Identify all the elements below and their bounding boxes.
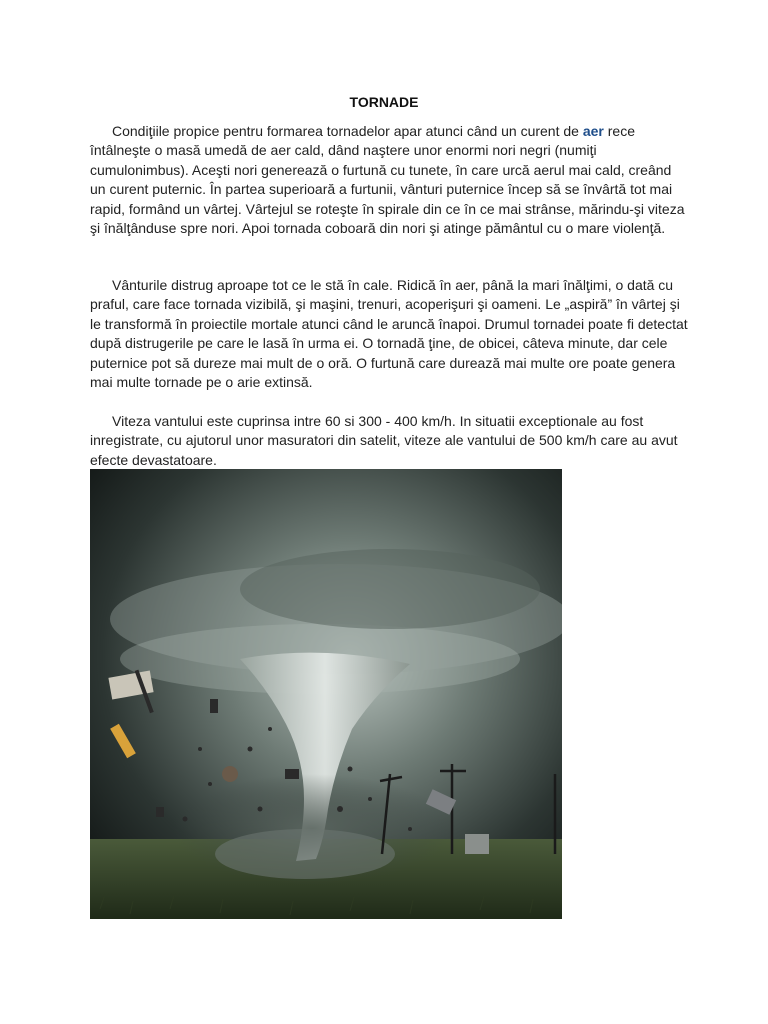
paragraph-2: Vânturile distrug aproape tot ce le stă în cale. Ridică în aer, până la mari înălţimi, o dată cu praful, care face tornada vizibilă, şi maşini, trenuri, acoperişuri şi oameni. Le „aspiră” în vârtej şi le transformă în proiectile mortale atunci când le aruncă înapoi. Drumul tornadei poate fi detectat după distrugerile pe care le lasă în urma ei. O tornadă ţine, de obicei, câteva minute, dar cele puternice pot să dureze mai mult de o oră. O furtună care durează mai multe ore poate genera mai multe tornade pe o arie extinsă. [90,277,688,391]
aer-link[interactable]: aer [582,123,604,139]
tornado-photo [90,469,562,919]
page-title: TORNADE [349,94,419,110]
tornado-illustration [90,469,562,919]
paragraph-3: Viteza vantului este cuprinsa intre 60 si 300 - 400 km/h. In situatii exceptionale au fost inregistrate, cu ajutorul unor masuratori din satelit, viteze ale vantului de 500 km/h care au avut efecte devastatoare. [90,413,678,468]
paragraph-1 [90,122,688,238]
paragraph-1-text-a: Condiţiile propice pentru formarea tornadelor apar atunci când un curent de [112,123,583,139]
paragraph-1-text-b: rece întâlneşte o masă umedă de aer cald, dând naştere unor enormi nori negri (numiţi cumulonimbus). Aceşti nori generează o furtună cu tunete, în care urcă aerul mai cald, creând un curent puternic. În partea superioară a furtunii, vânturi puternice încep să se învârtă tot mai rapid, formând un vârtej. Vârtejul se roteşte în spirale din ce în ce mai strânse, mărindu-şi viteza şi înălţânduse spre nori. Apoi tornada coboară din nori şi atinge pământul cu o mare violenţă. [90,123,685,237]
